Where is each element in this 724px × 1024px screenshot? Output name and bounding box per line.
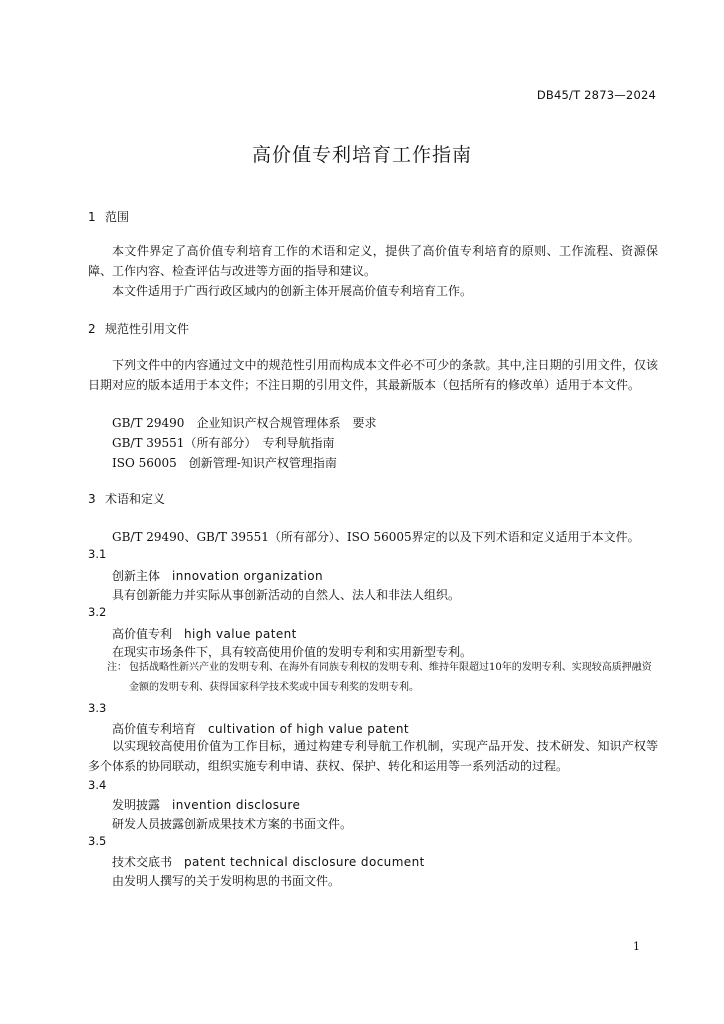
- standard-code: DB45/T 2873—2024: [536, 88, 656, 102]
- paragraph: 下列文件中的内容通过文中的规范性引用而构成本文件必不可少的条款。其中,注日期的引用文件，仅该日期对应的版本适用于本文件；不注日期的引用文件，其最新版本（包括所有的修改单）适用于本文件。: [88, 358, 658, 392]
- term-english: patent technical disclosure document: [184, 855, 425, 869]
- section-1-heading: [88, 208, 129, 225]
- term-english: cultivation of high value patent: [208, 722, 409, 736]
- term-english: high value patent: [184, 627, 297, 641]
- page-number: 1: [633, 940, 640, 953]
- section-title: 范围: [105, 210, 130, 224]
- reference-item: GB/T 29490 企业知识产权合规管理体系 要求: [112, 416, 377, 430]
- paragraph: 本文件界定了高价值专利培育工作的术语和定义，提供了高价值专利培育的原则、工作流程、资源保障、工作内容、检查评估与改进等方面的指导和建议。: [88, 244, 658, 278]
- reference-item: ISO 56005 创新管理-知识产权管理指南: [112, 456, 337, 470]
- note-text: 包括战略性新兴产业的发明专利、在海外有同族专利权的发明专利、维持年限超过10年的发明专利、实现较高质押融资金额的发明专利、获得国家科学技术奖或中国专利奖的发明专利。: [129, 662, 652, 693]
- term-chinese: 发明披露: [112, 798, 161, 812]
- term-number: 3.2: [88, 605, 107, 619]
- term-definition: 以实现较高使用价值为工作目标，通过构建专利导航工作机制，实现产品开发、技术研发、知识产权等多个体系的协同联动，组织实施专利申请、获权、保护、转化和运用等一系列活动的过程。: [88, 739, 658, 773]
- section-title: 术语和定义: [105, 492, 166, 506]
- term-entry: [112, 567, 323, 584]
- term-entry: [112, 853, 425, 870]
- term-number: 3.4: [88, 778, 107, 792]
- term-note: [107, 658, 657, 698]
- term-entry: [112, 720, 409, 737]
- reference-item: GB/T 39551（所有部分） 专利导航指南: [112, 436, 335, 450]
- term-definition: 在现实市场条件下，具有较高使用价值的发明专利和实用新型专利。: [112, 645, 473, 659]
- term-chinese: 高价值专利: [112, 627, 173, 641]
- section-number: 1: [88, 210, 96, 224]
- document-title: 高价值专利培育工作指南: [251, 144, 472, 166]
- term-english: innovation organization: [172, 569, 323, 583]
- section-number: 3: [88, 492, 96, 506]
- section-3-heading: [88, 490, 165, 507]
- term-number: 3.5: [88, 834, 107, 848]
- paragraph: 本文件适用于广西行政区域内的创新主体开展高价值专利培育工作。: [112, 284, 473, 298]
- term-english: invention disclosure: [172, 798, 301, 812]
- section-title: 规范性引用文件: [105, 322, 190, 336]
- term-number: 3.1: [88, 547, 107, 561]
- terms-intro: GB/T 29490、GB/T 39551（所有部分）、ISO 56005界定的以及下列术语和定义适用于本文件。: [112, 530, 640, 544]
- term-number: 3.3: [88, 701, 107, 715]
- section-2-heading: [88, 320, 189, 337]
- term-chinese: 技术交底书: [112, 855, 173, 869]
- term-entry: [112, 796, 300, 813]
- term-chinese: 高价值专利培育: [112, 722, 197, 736]
- term-chinese: 创新主体: [112, 569, 161, 583]
- term-entry: [112, 625, 297, 642]
- note-label: 注：: [107, 662, 127, 673]
- section-number: 2: [88, 322, 96, 336]
- term-definition: 研发人员披露创新成果技术方案的书面文件。: [112, 817, 353, 831]
- term-definition: 具有创新能力并实际从事创新活动的自然人、法人和非法人组织。: [112, 588, 461, 602]
- term-definition: 由发明人撰写的关于发明构思的书面文件。: [112, 874, 341, 888]
